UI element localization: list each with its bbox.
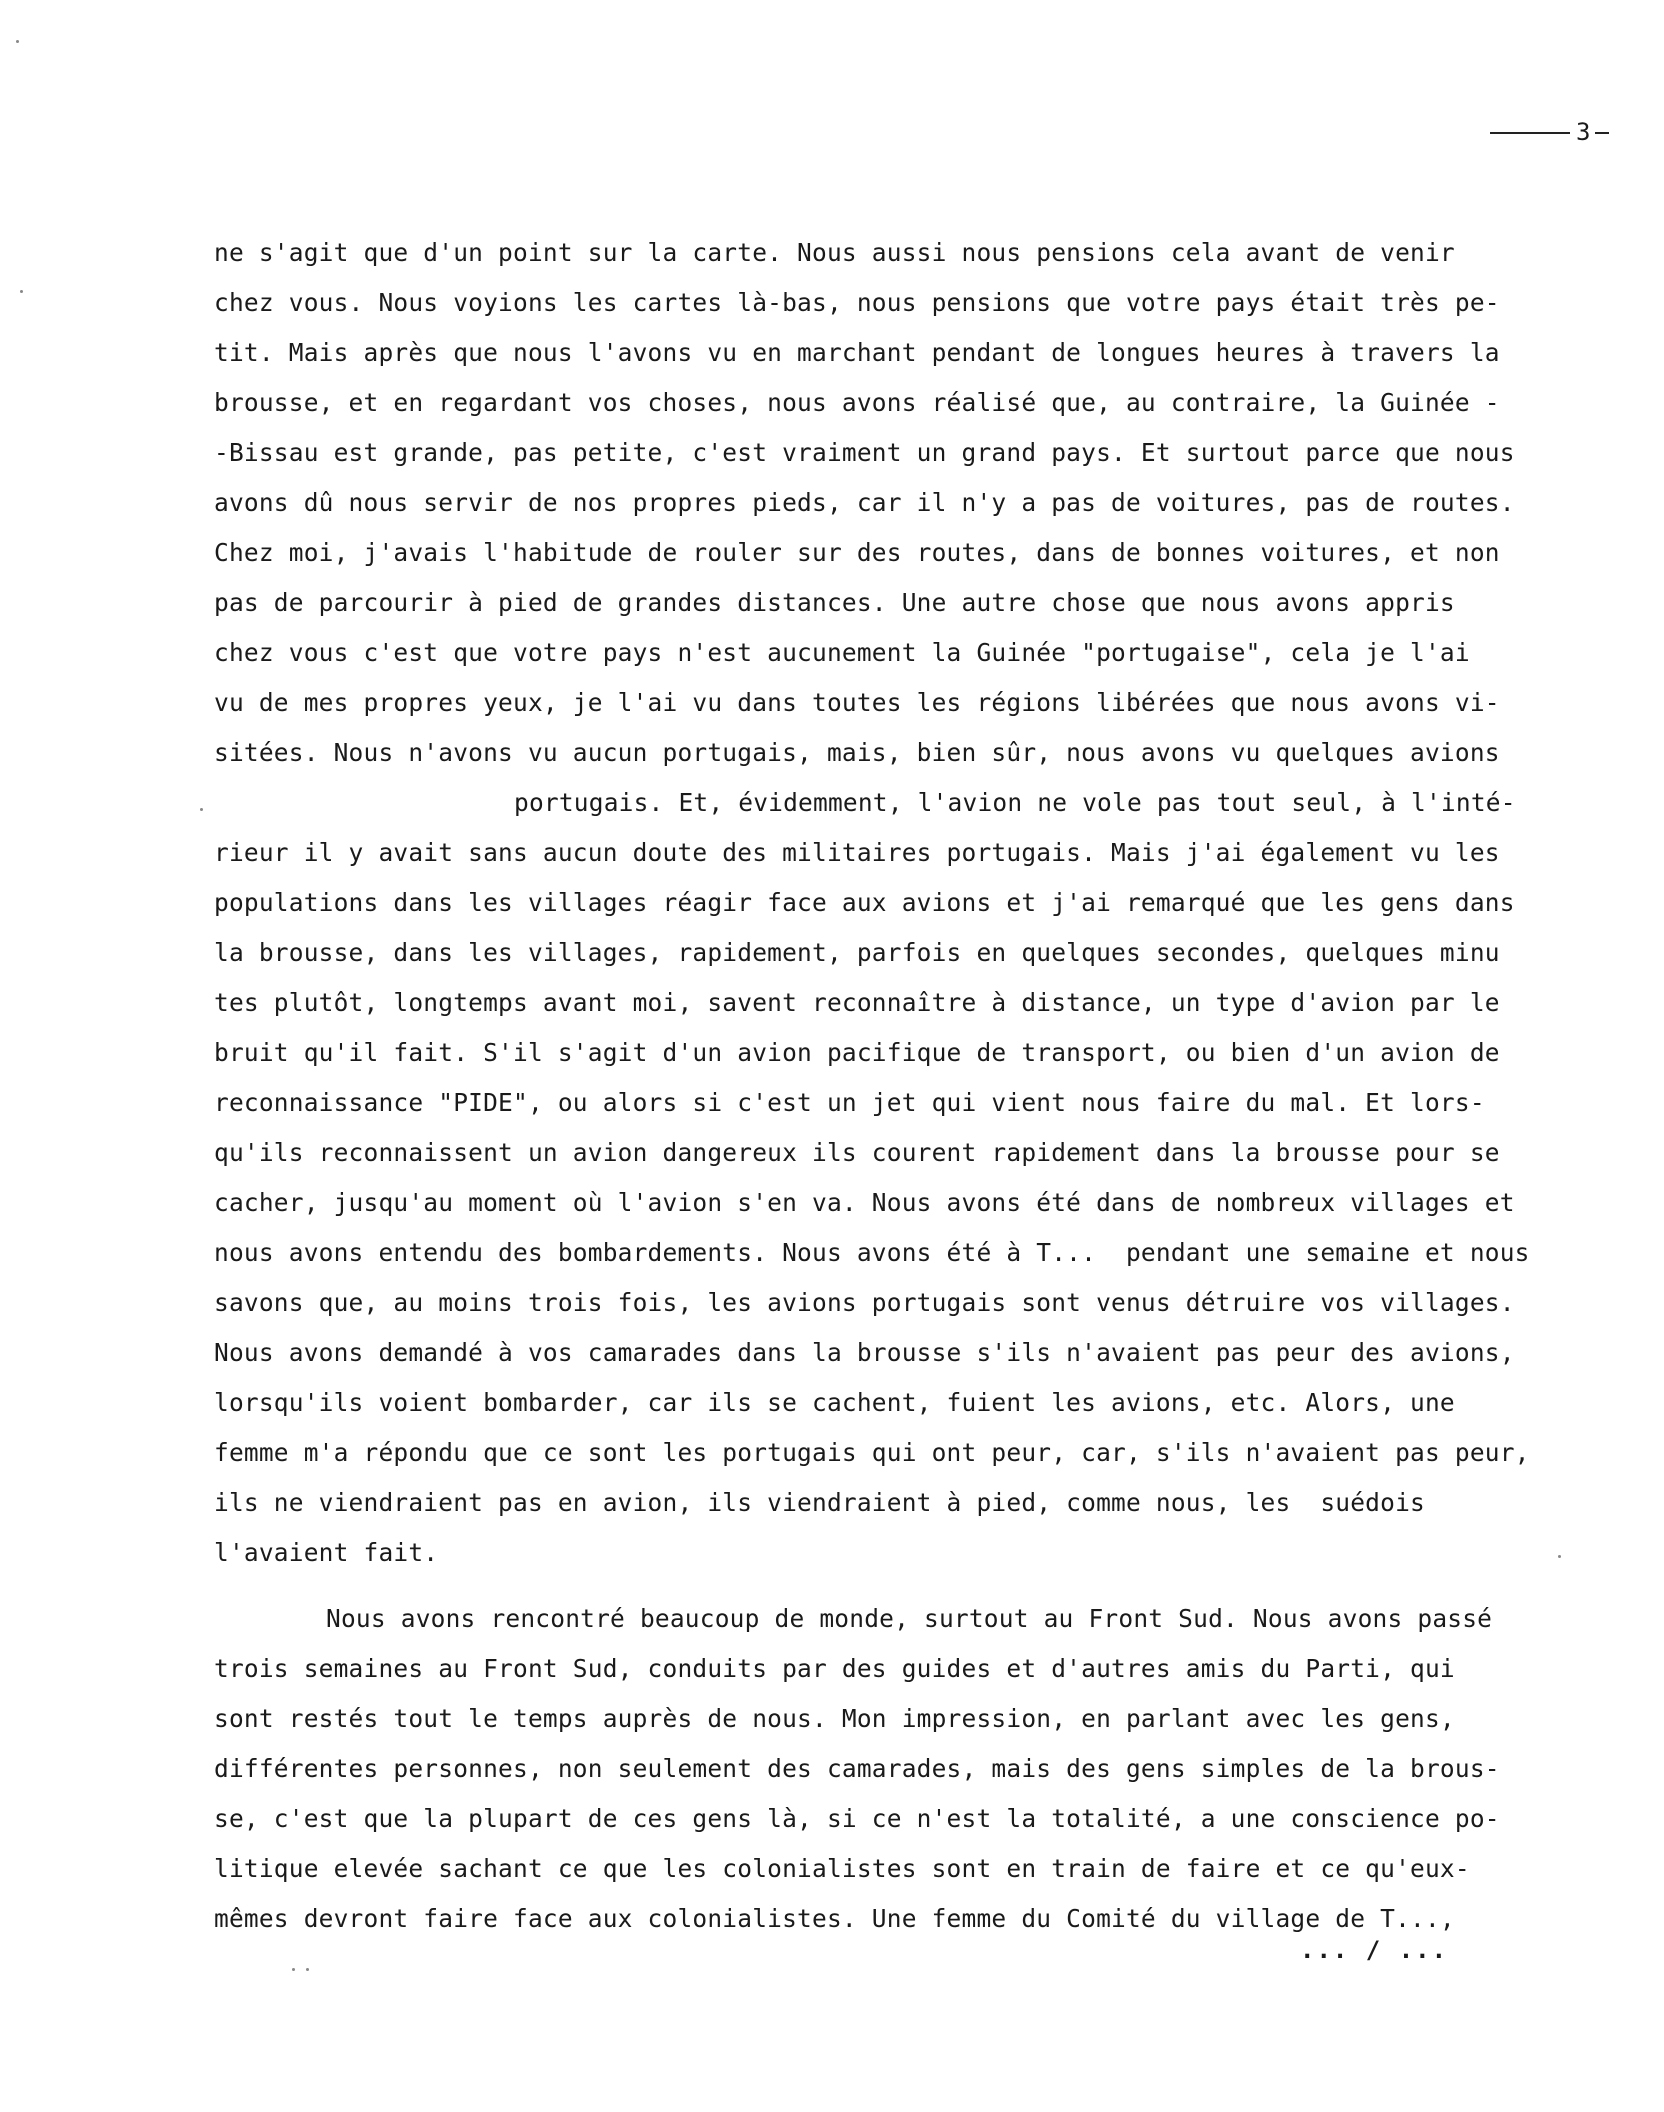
text-line: ne s'agit que d'un point sur la carte. Nous aussi nous pensions cela avant de venir <box>214 238 1455 267</box>
text-line: Nous avons demandé à vos camarades dans la brousse s'ils n'avaient pas peur des avions, <box>214 1338 1515 1367</box>
text-line: différentes personnes, non seulement des camarades, mais des gens simples de la brous- <box>214 1754 1500 1783</box>
scan-speck <box>1558 1555 1561 1558</box>
paragraph-gap <box>214 1578 1614 1594</box>
text-line: lorsqu'ils voient bombarder, car ils se cachent, fuient les avions, etc. Alors, une <box>214 1388 1455 1417</box>
text-line: rieur il y avait sans aucun doute des militaires portugais. Mais j'ai également vu les <box>214 838 1500 867</box>
text-line: sitées. Nous n'avons vu aucun portugais, mais, bien sûr, nous avons vu quelques avions <box>214 738 1500 767</box>
text-line: chez vous. Nous voyions les cartes là-bas, nous pensions que votre pays était très pe- <box>214 288 1500 317</box>
text-line: chez vous c'est que votre pays n'est aucunement la Guinée "portugaise", cela je l'ai <box>214 638 1470 667</box>
scan-speck <box>20 290 23 293</box>
text-line: mêmes devront faire face aux colonialistes. Une femme du Comité du village de T..., <box>214 1904 1455 1933</box>
scan-speck <box>200 808 203 811</box>
text-line: tit. Mais après que nous l'avons vu en marchant pendant de longues heures à travers la <box>214 338 1500 367</box>
text-line: -Bissau est grande, pas petite, c'est vraiment un grand pays. Et surtout parce que nous <box>214 438 1515 467</box>
scan-speck <box>306 1968 309 1971</box>
text-line: bruit qu'il fait. S'il s'agit d'un avion pacifique de transport, ou bien d'un avion de <box>214 1038 1500 1067</box>
page-number <box>1490 118 1609 146</box>
text-line-paragraph-start: Nous avons rencontré beaucoup de monde, surtout au Front Sud. Nous avons passé <box>326 1604 1493 1633</box>
text-line: femme m'a répondu que ce sont les portugais qui ont peur, car, s'ils n'avaient pas peur, <box>214 1438 1530 1467</box>
text-line: ils ne viendraient pas en avion, ils viendraient à pied, comme nous, les suédois <box>214 1488 1425 1517</box>
scan-speck <box>16 40 19 43</box>
text-line: trois semaines au Front Sud, conduits par des guides et d'autres amis du Parti, qui <box>214 1654 1455 1683</box>
page-number-value: 3 <box>1576 118 1592 146</box>
text-line: pas de parcourir à pied de grandes distances. Une autre chose que nous avons appris <box>214 588 1455 617</box>
text-line: reconnaissance "PIDE", ou alors si c'est un jet qui vient nous faire du mal. Et lors- <box>214 1088 1485 1117</box>
scan-speck <box>292 1968 295 1971</box>
text-line: la brousse, dans les villages, rapidement, parfois en quelques secondes, quelques minu <box>214 938 1500 967</box>
page-number-dash-left <box>1490 132 1570 134</box>
text-line: sont restés tout le temps auprès de nous. Mon impression, en parlant avec les gens, <box>214 1704 1455 1733</box>
text-line: vu de mes propres yeux, je l'ai vu dans toutes les régions libérées que nous avons vi- <box>214 688 1500 717</box>
text-line: l'avaient fait. <box>214 1538 439 1567</box>
text-line: qu'ils reconnaissent un avion dangereux ils courent rapidement dans la brousse pour se <box>214 1138 1500 1167</box>
text-line: populations dans les villages réagir face aux avions et j'ai remarqué que les gens dans <box>214 888 1515 917</box>
text-line: tes plutôt, longtemps avant moi, savent reconnaître à distance, un type d'avion par le <box>214 988 1500 1017</box>
text-line: avons dû nous servir de nos propres pieds, car il n'y a pas de voitures, pas de routes. <box>214 488 1515 517</box>
page-number-dash-right <box>1595 132 1609 134</box>
body-text <box>214 228 1614 1944</box>
text-line: nous avons entendu des bombardements. Nous avons été à T... pendant une semaine et nous <box>214 1238 1530 1267</box>
text-line: brousse, et en regardant vos choses, nous avons réalisé que, au contraire, la Guinée - <box>214 388 1500 417</box>
text-line-indented: portugais. Et, évidemment, l'avion ne vole pas tout seul, à l'inté- <box>514 788 1516 817</box>
text-line: savons que, au moins trois fois, les avions portugais sont venus détruire vos villages. <box>214 1288 1515 1317</box>
text-line: litique elevée sachant ce que les colonialistes sont en train de faire et ce qu'eux- <box>214 1854 1470 1883</box>
continuation-marker: ... / ... <box>1300 1936 1449 1964</box>
text-line: Chez moi, j'avais l'habitude de rouler sur des routes, dans de bonnes voitures, et non <box>214 538 1500 567</box>
text-line: se, c'est que la plupart de ces gens là, si ce n'est la totalité, a une conscience po- <box>214 1804 1500 1833</box>
text-line: cacher, jusqu'au moment où l'avion s'en va. Nous avons été dans de nombreux villages et <box>214 1188 1515 1217</box>
